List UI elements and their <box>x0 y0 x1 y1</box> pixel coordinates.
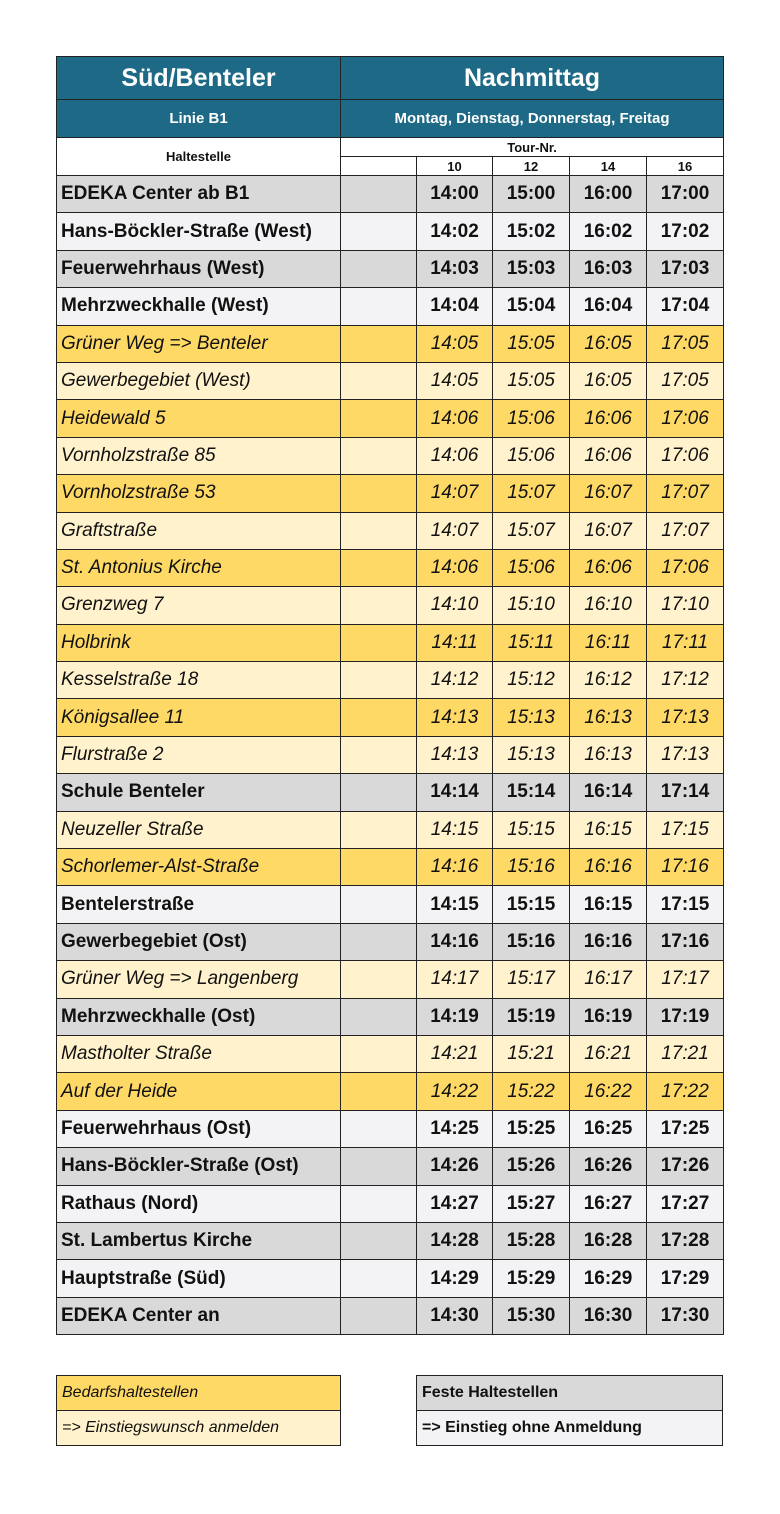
blank-cell <box>341 1222 417 1259</box>
departure-time: 17:25 <box>647 1110 724 1147</box>
departure-time: 15:26 <box>493 1148 570 1185</box>
departure-time: 14:21 <box>417 1035 493 1072</box>
departure-time: 16:10 <box>570 587 647 624</box>
stop-row <box>57 475 724 512</box>
period-title: Nachmittag <box>341 57 724 100</box>
departure-time: 16:28 <box>570 1222 647 1259</box>
blank-cell <box>341 176 417 213</box>
departure-time: 14:25 <box>417 1110 493 1147</box>
stop-row <box>57 811 724 848</box>
departure-time: 16:13 <box>570 736 647 773</box>
departure-time: 15:04 <box>493 288 570 325</box>
departure-time: 14:30 <box>417 1297 493 1334</box>
departure-time: 15:07 <box>493 512 570 549</box>
departure-time: 16:05 <box>570 362 647 399</box>
departure-time: 14:13 <box>417 699 493 736</box>
departure-time: 17:30 <box>647 1297 724 1334</box>
stop-row <box>57 662 724 699</box>
stop-name: EDEKA Center ab B1 <box>57 176 341 213</box>
stop-name: Feuerwehrhaus (Ost) <box>57 1110 341 1147</box>
stop-name: Gewerbegebiet (Ost) <box>57 923 341 960</box>
departure-time: 17:13 <box>647 699 724 736</box>
departure-time: 17:11 <box>647 624 724 661</box>
blank-cell <box>341 699 417 736</box>
blank-cell <box>341 998 417 1035</box>
departure-time: 17:06 <box>647 549 724 586</box>
stop-name: Mastholter Straße <box>57 1035 341 1072</box>
departure-time: 16:27 <box>570 1185 647 1222</box>
departure-time: 16:05 <box>570 325 647 362</box>
stop-row <box>57 1260 724 1297</box>
departure-time: 17:29 <box>647 1260 724 1297</box>
blank-cell <box>341 1148 417 1185</box>
departure-time: 16:07 <box>570 475 647 512</box>
stop-row <box>57 250 724 287</box>
departure-time: 16:25 <box>570 1110 647 1147</box>
departure-time: 14:15 <box>417 886 493 923</box>
stop-name: St. Lambertus Kirche <box>57 1222 341 1259</box>
departure-time: 14:28 <box>417 1222 493 1259</box>
departure-time: 14:06 <box>417 400 493 437</box>
stop-row <box>57 288 724 325</box>
stop-row <box>57 624 724 661</box>
stop-row <box>57 998 724 1035</box>
stop-row <box>57 176 724 213</box>
blank-cell <box>341 475 417 512</box>
stop-name: Schule Benteler <box>57 774 341 811</box>
departure-time: 16:07 <box>570 512 647 549</box>
departure-time: 16:19 <box>570 998 647 1035</box>
departure-time: 17:12 <box>647 662 724 699</box>
departure-time: 16:04 <box>570 288 647 325</box>
departure-time: 16:26 <box>570 1148 647 1185</box>
legend-fixed-note: => Einstieg ohne Anmeldung <box>417 1411 723 1446</box>
departure-time: 16:15 <box>570 886 647 923</box>
departure-time: 16:21 <box>570 1035 647 1072</box>
departure-time: 17:14 <box>647 774 724 811</box>
departure-time: 15:30 <box>493 1297 570 1334</box>
stop-row <box>57 923 724 960</box>
departure-time: 14:16 <box>417 923 493 960</box>
departure-time: 14:06 <box>417 437 493 474</box>
blank-cell <box>341 1073 417 1110</box>
stop-name: Hans-Böckler-Straße (Ost) <box>57 1148 341 1185</box>
departure-time: 15:28 <box>493 1222 570 1259</box>
blank-cell <box>341 549 417 586</box>
stop-name: Grüner Weg => Langenberg <box>57 961 341 998</box>
stop-name: Feuerwehrhaus (West) <box>57 250 341 287</box>
blank-cell <box>341 624 417 661</box>
departure-time: 17:16 <box>647 923 724 960</box>
departure-time: 15:16 <box>493 923 570 960</box>
departure-time: 15:10 <box>493 587 570 624</box>
stop-row <box>57 325 724 362</box>
tour-number: 10 <box>417 157 493 176</box>
stop-name: Vornholzstraße 85 <box>57 437 341 474</box>
departure-time: 16:03 <box>570 250 647 287</box>
departure-time: 15:12 <box>493 662 570 699</box>
departure-time: 14:11 <box>417 624 493 661</box>
stop-row <box>57 1222 724 1259</box>
departure-time: 14:17 <box>417 961 493 998</box>
stop-name: Schorlemer-Alst-Straße <box>57 849 341 886</box>
blank-cell <box>341 886 417 923</box>
departure-time: 14:02 <box>417 213 493 250</box>
departure-time: 16:11 <box>570 624 647 661</box>
departure-time: 15:00 <box>493 176 570 213</box>
stop-name: Gewerbegebiet (West) <box>57 362 341 399</box>
blank-cell <box>341 1035 417 1072</box>
departure-time: 17:13 <box>647 736 724 773</box>
departure-time: 17:16 <box>647 849 724 886</box>
blank-cell <box>341 849 417 886</box>
departure-time: 14:22 <box>417 1073 493 1110</box>
stop-name: Hans-Böckler-Straße (West) <box>57 213 341 250</box>
departure-time: 16:00 <box>570 176 647 213</box>
legend-demand-title: Bedarfshaltestellen <box>57 1376 341 1411</box>
departure-time: 15:22 <box>493 1073 570 1110</box>
departure-time: 14:12 <box>417 662 493 699</box>
departure-time: 14:10 <box>417 587 493 624</box>
stop-row <box>57 437 724 474</box>
blank-cell <box>341 587 417 624</box>
departure-time: 15:06 <box>493 549 570 586</box>
departure-time: 15:14 <box>493 774 570 811</box>
departure-time: 15:21 <box>493 1035 570 1072</box>
stop-row <box>57 213 724 250</box>
departure-time: 17:07 <box>647 475 724 512</box>
departure-time: 14:06 <box>417 549 493 586</box>
stop-row <box>57 961 724 998</box>
stop-row <box>57 849 724 886</box>
departure-time: 15:17 <box>493 961 570 998</box>
departure-time: 14:03 <box>417 250 493 287</box>
departure-time: 14:29 <box>417 1260 493 1297</box>
stop-row <box>57 1185 724 1222</box>
departure-time: 17:10 <box>647 587 724 624</box>
departure-time: 17:00 <box>647 176 724 213</box>
blank-cell <box>341 1297 417 1334</box>
stop-name: Vornholzstraße 53 <box>57 475 341 512</box>
stop-row <box>57 1073 724 1110</box>
blank-cell <box>341 811 417 848</box>
stop-column-header: Haltestelle <box>57 138 341 176</box>
departure-time: 15:19 <box>493 998 570 1035</box>
departure-time: 17:06 <box>647 437 724 474</box>
departure-time: 16:12 <box>570 662 647 699</box>
departure-time: 16:13 <box>570 699 647 736</box>
departure-time: 15:02 <box>493 213 570 250</box>
stop-name: Bentelerstraße <box>57 886 341 923</box>
blank-cell <box>341 923 417 960</box>
departure-time: 15:07 <box>493 475 570 512</box>
stop-name: St. Antonius Kirche <box>57 549 341 586</box>
departure-time: 17:19 <box>647 998 724 1035</box>
departure-time: 17:26 <box>647 1148 724 1185</box>
departure-time: 14:05 <box>417 325 493 362</box>
departure-time: 16:02 <box>570 213 647 250</box>
blank-cell <box>341 213 417 250</box>
departure-time: 16:30 <box>570 1297 647 1334</box>
departure-time: 14:16 <box>417 849 493 886</box>
stop-name: Grenzweg 7 <box>57 587 341 624</box>
departure-time: 16:29 <box>570 1260 647 1297</box>
departure-time: 16:06 <box>570 400 647 437</box>
departure-time: 17:15 <box>647 811 724 848</box>
departure-time: 17:27 <box>647 1185 724 1222</box>
blank-header-cell <box>341 157 417 176</box>
line-label: Linie B1 <box>57 100 341 138</box>
departure-time: 15:11 <box>493 624 570 661</box>
departure-time: 15:13 <box>493 699 570 736</box>
blank-cell <box>341 437 417 474</box>
departure-time: 14:07 <box>417 475 493 512</box>
departure-time: 14:05 <box>417 362 493 399</box>
departure-time: 17:03 <box>647 250 724 287</box>
blank-cell <box>341 325 417 362</box>
blank-cell <box>341 362 417 399</box>
days-label: Montag, Dienstag, Donnerstag, Freitag <box>341 100 724 138</box>
stop-name: Grüner Weg => Benteler <box>57 325 341 362</box>
departure-time: 14:13 <box>417 736 493 773</box>
departure-time: 15:05 <box>493 362 570 399</box>
legend-demand-note: => Einstiegswunsch anmelden <box>57 1411 341 1446</box>
departure-time: 16:14 <box>570 774 647 811</box>
departure-time: 14:14 <box>417 774 493 811</box>
departure-time: 14:04 <box>417 288 493 325</box>
stop-row <box>57 400 724 437</box>
departure-time: 16:06 <box>570 437 647 474</box>
stop-name: Neuzeller Straße <box>57 811 341 848</box>
departure-time: 17:15 <box>647 886 724 923</box>
departure-time: 14:15 <box>417 811 493 848</box>
blank-cell <box>341 662 417 699</box>
departure-time: 15:29 <box>493 1260 570 1297</box>
departure-time: 15:27 <box>493 1185 570 1222</box>
stop-row <box>57 1035 724 1072</box>
departure-time: 16:06 <box>570 549 647 586</box>
departure-time: 16:16 <box>570 849 647 886</box>
blank-cell <box>341 512 417 549</box>
departure-time: 15:03 <box>493 250 570 287</box>
departure-time: 17:07 <box>647 512 724 549</box>
legend-fixed-title: Feste Haltestellen <box>417 1376 723 1411</box>
stop-row <box>57 1110 724 1147</box>
stop-row <box>57 699 724 736</box>
departure-time: 16:17 <box>570 961 647 998</box>
departure-time: 17:21 <box>647 1035 724 1072</box>
departure-time: 17:17 <box>647 961 724 998</box>
tour-number-header: Tour-Nr. <box>341 138 724 157</box>
tour-number: 14 <box>570 157 647 176</box>
blank-cell <box>341 961 417 998</box>
departure-time: 15:05 <box>493 325 570 362</box>
stop-name: Kesselstraße 18 <box>57 662 341 699</box>
stop-name: EDEKA Center an <box>57 1297 341 1334</box>
blank-cell <box>341 736 417 773</box>
blank-cell <box>341 288 417 325</box>
departure-time: 15:06 <box>493 437 570 474</box>
departure-time: 16:16 <box>570 923 647 960</box>
blank-cell <box>341 400 417 437</box>
stop-row <box>57 1297 724 1334</box>
stop-row <box>57 736 724 773</box>
stop-row <box>57 587 724 624</box>
departure-time: 17:02 <box>647 213 724 250</box>
departure-time: 17:28 <box>647 1222 724 1259</box>
departure-time: 15:13 <box>493 736 570 773</box>
stop-name: Graftstraße <box>57 512 341 549</box>
departure-time: 17:06 <box>647 400 724 437</box>
stop-name: Flurstraße 2 <box>57 736 341 773</box>
stop-name: Rathaus (Nord) <box>57 1185 341 1222</box>
departure-time: 15:15 <box>493 886 570 923</box>
stop-name: Königsallee 11 <box>57 699 341 736</box>
tour-number: 12 <box>493 157 570 176</box>
blank-cell <box>341 1110 417 1147</box>
blank-cell <box>341 1185 417 1222</box>
departure-time: 15:06 <box>493 400 570 437</box>
departure-time: 15:16 <box>493 849 570 886</box>
stop-name: Hauptstraße (Süd) <box>57 1260 341 1297</box>
departure-time: 17:22 <box>647 1073 724 1110</box>
departure-time: 17:05 <box>647 325 724 362</box>
departure-time: 14:00 <box>417 176 493 213</box>
stop-name: Mehrzweckhalle (Ost) <box>57 998 341 1035</box>
stop-row <box>57 549 724 586</box>
stop-name: Mehrzweckhalle (West) <box>57 288 341 325</box>
legend-demand-stops <box>56 1375 341 1446</box>
departure-time: 14:27 <box>417 1185 493 1222</box>
stop-row <box>57 512 724 549</box>
stop-row <box>57 362 724 399</box>
stop-row <box>57 886 724 923</box>
legend-fixed-stops <box>416 1375 723 1446</box>
departure-time: 16:15 <box>570 811 647 848</box>
route-title: Süd/Benteler <box>57 57 341 100</box>
timetable <box>56 56 724 1335</box>
departure-time: 15:15 <box>493 811 570 848</box>
departure-time: 16:22 <box>570 1073 647 1110</box>
stop-row <box>57 774 724 811</box>
departure-time: 14:07 <box>417 512 493 549</box>
blank-cell <box>341 774 417 811</box>
tour-number: 16 <box>647 157 724 176</box>
stop-name: Auf der Heide <box>57 1073 341 1110</box>
blank-cell <box>341 250 417 287</box>
stop-row <box>57 1148 724 1185</box>
departure-time: 15:25 <box>493 1110 570 1147</box>
stop-name: Heidewald 5 <box>57 400 341 437</box>
blank-cell <box>341 1260 417 1297</box>
departure-time: 14:26 <box>417 1148 493 1185</box>
departure-time: 17:04 <box>647 288 724 325</box>
departure-time: 14:19 <box>417 998 493 1035</box>
departure-time: 17:05 <box>647 362 724 399</box>
stop-name: Holbrink <box>57 624 341 661</box>
